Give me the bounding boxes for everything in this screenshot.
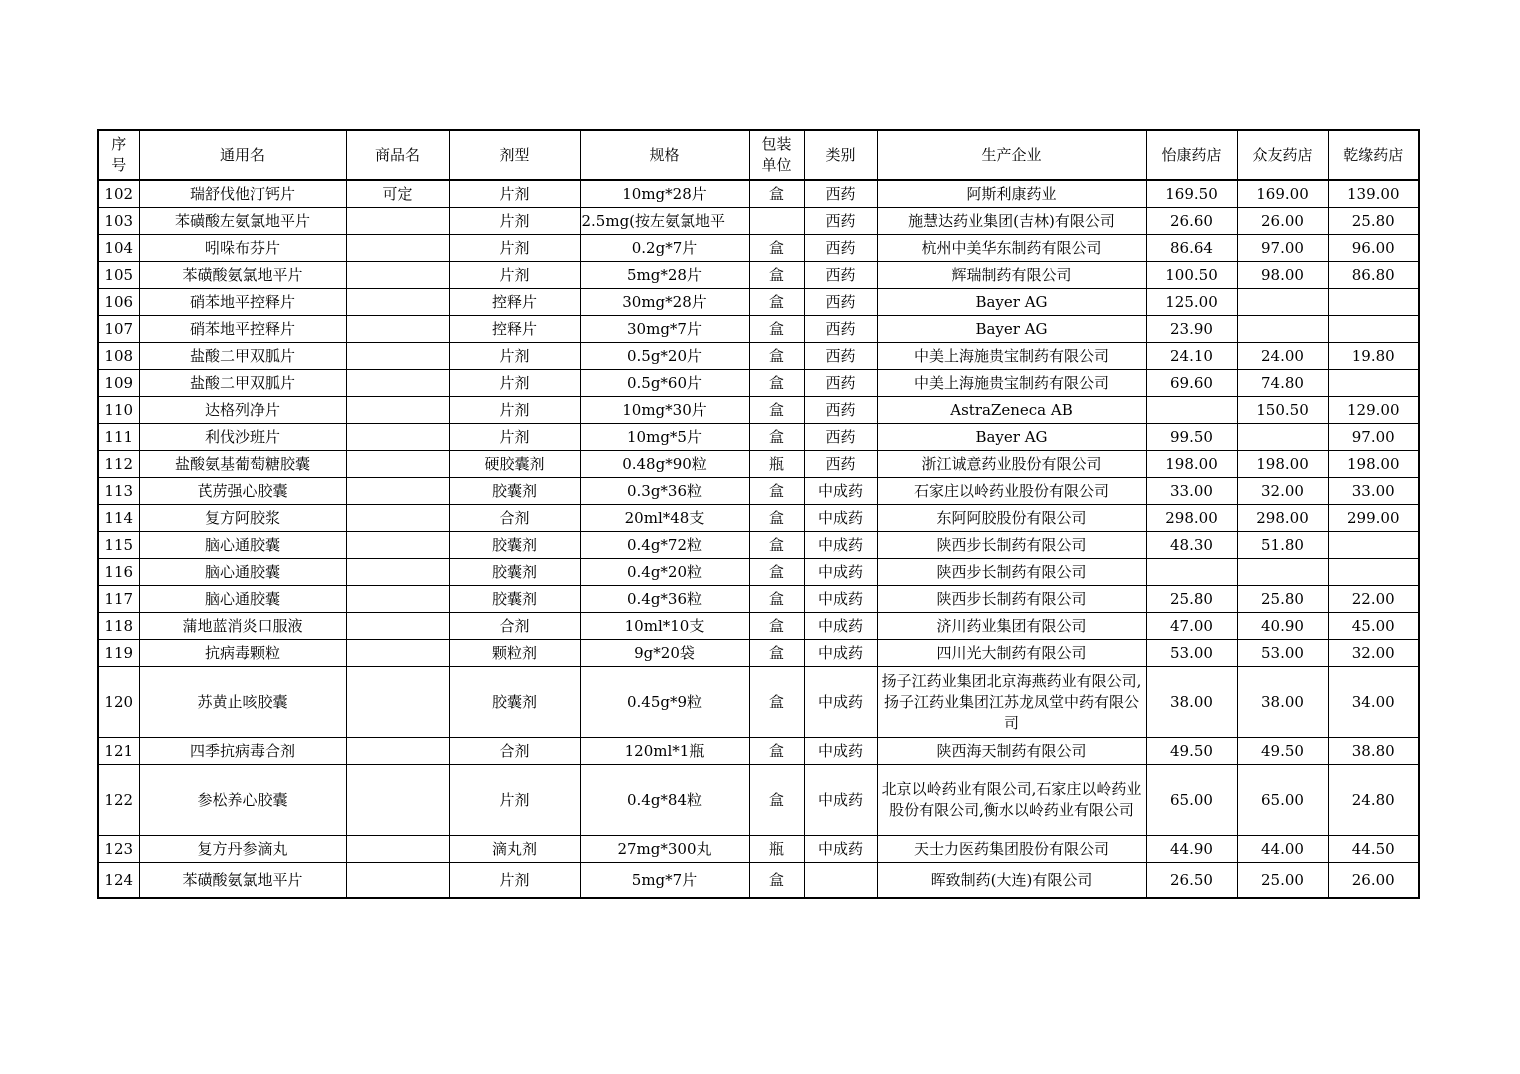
cell-spec: 20ml*48支 xyxy=(580,505,749,532)
cell-price-yikang: 24.10 xyxy=(1146,343,1237,370)
cell-brand-name xyxy=(346,343,449,370)
cell-category: 西药 xyxy=(804,397,877,424)
cell-pack-unit: 盒 xyxy=(749,289,804,316)
cell-price-zhongyou xyxy=(1237,289,1328,316)
cell-price-zhongyou: 32.00 xyxy=(1237,478,1328,505)
cell-manufacturer: 陕西海天制药有限公司 xyxy=(877,738,1146,765)
cell-spec: 120ml*1瓶 xyxy=(580,738,749,765)
cell-dosage-form: 合剂 xyxy=(449,738,580,765)
cell-seq: 114 xyxy=(98,505,139,532)
table-row xyxy=(98,424,1419,451)
cell-seq: 107 xyxy=(98,316,139,343)
cell-brand-name xyxy=(346,289,449,316)
cell-generic-name: 利伐沙班片 xyxy=(139,424,346,451)
cell-seq: 112 xyxy=(98,451,139,478)
cell-spec: 0.48g*90粒 xyxy=(580,451,749,478)
cell-dosage-form: 胶囊剂 xyxy=(449,532,580,559)
cell-spec: 0.4g*36粒 xyxy=(580,586,749,613)
cell-generic-name: 脑心通胶囊 xyxy=(139,532,346,559)
cell-seq: 106 xyxy=(98,289,139,316)
cell-price-qianyuan: 299.00 xyxy=(1328,505,1419,532)
cell-price-zhongyou: 49.50 xyxy=(1237,738,1328,765)
cell-category: 西药 xyxy=(804,262,877,289)
cell-category: 中成药 xyxy=(804,738,877,765)
cell-spec: 0.4g*84粒 xyxy=(580,765,749,836)
cell-brand-name xyxy=(346,613,449,640)
cell-manufacturer: 辉瑞制药有限公司 xyxy=(877,262,1146,289)
cell-dosage-form: 合剂 xyxy=(449,505,580,532)
cell-seq: 117 xyxy=(98,586,139,613)
cell-generic-name: 芪苈强心胶囊 xyxy=(139,478,346,505)
cell-dosage-form: 片剂 xyxy=(449,863,580,899)
cell-brand-name xyxy=(346,765,449,836)
cell-seq: 124 xyxy=(98,863,139,899)
cell-price-yikang: 298.00 xyxy=(1146,505,1237,532)
cell-category: 西药 xyxy=(804,235,877,262)
cell-pack-unit: 盒 xyxy=(749,863,804,899)
cell-price-zhongyou: 74.80 xyxy=(1237,370,1328,397)
cell-seq: 111 xyxy=(98,424,139,451)
cell-generic-name: 硝苯地平控释片 xyxy=(139,316,346,343)
cell-spec: 0.5g*60片 xyxy=(580,370,749,397)
cell-spec: 30mg*28片 xyxy=(580,289,749,316)
cell-price-zhongyou: 53.00 xyxy=(1237,640,1328,667)
cell-price-yikang: 44.90 xyxy=(1146,836,1237,863)
table-row xyxy=(98,397,1419,424)
cell-seq: 121 xyxy=(98,738,139,765)
cell-category: 中成药 xyxy=(804,586,877,613)
table-row xyxy=(98,289,1419,316)
cell-price-zhongyou: 38.00 xyxy=(1237,667,1328,738)
cell-pack-unit: 盒 xyxy=(749,343,804,370)
cell-manufacturer: 四川光大制药有限公司 xyxy=(877,640,1146,667)
cell-seq: 103 xyxy=(98,208,139,235)
cell-category: 中成药 xyxy=(804,532,877,559)
header-brand-name: 商品名 xyxy=(346,130,449,180)
cell-category: 西药 xyxy=(804,316,877,343)
cell-pack-unit: 盒 xyxy=(749,397,804,424)
cell-spec: 10mg*30片 xyxy=(580,397,749,424)
cell-spec: 10mg*5片 xyxy=(580,424,749,451)
cell-generic-name: 苯磺酸氨氯地平片 xyxy=(139,262,346,289)
cell-price-qianyuan: 139.00 xyxy=(1328,180,1419,208)
table-row xyxy=(98,586,1419,613)
cell-price-qianyuan xyxy=(1328,289,1419,316)
cell-generic-name: 吲哚布芬片 xyxy=(139,235,346,262)
cell-spec: 30mg*7片 xyxy=(580,316,749,343)
cell-price-qianyuan: 96.00 xyxy=(1328,235,1419,262)
cell-manufacturer: 中美上海施贵宝制药有限公司 xyxy=(877,370,1146,397)
cell-price-yikang: 33.00 xyxy=(1146,478,1237,505)
cell-generic-name: 抗病毒颗粒 xyxy=(139,640,346,667)
cell-generic-name: 复方阿胶浆 xyxy=(139,505,346,532)
cell-pack-unit: 盒 xyxy=(749,667,804,738)
cell-brand-name xyxy=(346,451,449,478)
table-body xyxy=(98,180,1419,898)
cell-manufacturer: 陕西步长制药有限公司 xyxy=(877,532,1146,559)
cell-price-zhongyou: 298.00 xyxy=(1237,505,1328,532)
drug-price-table xyxy=(97,129,1420,899)
cell-price-zhongyou xyxy=(1237,424,1328,451)
cell-brand-name xyxy=(346,208,449,235)
cell-spec: 0.5g*20片 xyxy=(580,343,749,370)
cell-pack-unit: 盒 xyxy=(749,559,804,586)
cell-generic-name: 四季抗病毒合剂 xyxy=(139,738,346,765)
cell-spec: 10ml*10支 xyxy=(580,613,749,640)
cell-seq: 104 xyxy=(98,235,139,262)
cell-price-zhongyou: 97.00 xyxy=(1237,235,1328,262)
cell-dosage-form: 胶囊剂 xyxy=(449,559,580,586)
table-row xyxy=(98,370,1419,397)
cell-seq: 102 xyxy=(98,180,139,208)
header-store-yikang: 怡康药店 xyxy=(1146,130,1237,180)
cell-category: 西药 xyxy=(804,289,877,316)
table-row xyxy=(98,343,1419,370)
cell-dosage-form: 胶囊剂 xyxy=(449,478,580,505)
cell-price-qianyuan: 129.00 xyxy=(1328,397,1419,424)
table-row xyxy=(98,505,1419,532)
cell-price-yikang: 48.30 xyxy=(1146,532,1237,559)
cell-manufacturer: 石家庄以岭药业股份有限公司 xyxy=(877,478,1146,505)
cell-price-yikang: 100.50 xyxy=(1146,262,1237,289)
cell-generic-name: 达格列净片 xyxy=(139,397,346,424)
cell-seq: 123 xyxy=(98,836,139,863)
table-row xyxy=(98,235,1419,262)
cell-pack-unit: 盒 xyxy=(749,370,804,397)
cell-price-qianyuan: 24.80 xyxy=(1328,765,1419,836)
cell-pack-unit: 瓶 xyxy=(749,836,804,863)
table-row xyxy=(98,478,1419,505)
cell-price-qianyuan: 45.00 xyxy=(1328,613,1419,640)
cell-spec: 10mg*28片 xyxy=(580,180,749,208)
cell-generic-name: 苏黄止咳胶囊 xyxy=(139,667,346,738)
cell-dosage-form: 胶囊剂 xyxy=(449,586,580,613)
cell-dosage-form: 颗粒剂 xyxy=(449,640,580,667)
cell-generic-name: 瑞舒伐他汀钙片 xyxy=(139,180,346,208)
cell-price-zhongyou: 40.90 xyxy=(1237,613,1328,640)
table-row xyxy=(98,316,1419,343)
cell-dosage-form: 片剂 xyxy=(449,262,580,289)
cell-spec: 0.4g*72粒 xyxy=(580,532,749,559)
cell-manufacturer: 中美上海施贵宝制药有限公司 xyxy=(877,343,1146,370)
cell-price-qianyuan: 25.80 xyxy=(1328,208,1419,235)
cell-price-zhongyou: 98.00 xyxy=(1237,262,1328,289)
header-category: 类别 xyxy=(804,130,877,180)
cell-generic-name: 盐酸二甲双胍片 xyxy=(139,370,346,397)
cell-category: 西药 xyxy=(804,343,877,370)
cell-price-yikang xyxy=(1146,559,1237,586)
cell-price-qianyuan: 19.80 xyxy=(1328,343,1419,370)
table-row xyxy=(98,180,1419,208)
cell-dosage-form: 硬胶囊剂 xyxy=(449,451,580,478)
cell-price-zhongyou: 25.80 xyxy=(1237,586,1328,613)
cell-price-yikang: 25.80 xyxy=(1146,586,1237,613)
cell-price-yikang: 198.00 xyxy=(1146,451,1237,478)
cell-price-zhongyou: 24.00 xyxy=(1237,343,1328,370)
cell-brand-name xyxy=(346,863,449,899)
cell-category: 中成药 xyxy=(804,478,877,505)
cell-brand-name xyxy=(346,667,449,738)
cell-price-zhongyou xyxy=(1237,559,1328,586)
cell-price-qianyuan: 44.50 xyxy=(1328,836,1419,863)
header-manufacturer: 生产企业 xyxy=(877,130,1146,180)
cell-brand-name xyxy=(346,559,449,586)
cell-price-yikang: 69.60 xyxy=(1146,370,1237,397)
cell-pack-unit: 盒 xyxy=(749,532,804,559)
cell-brand-name xyxy=(346,505,449,532)
table-row xyxy=(98,836,1419,863)
header-pack-unit: 包装 单位 xyxy=(749,130,804,180)
cell-price-qianyuan xyxy=(1328,370,1419,397)
cell-brand-name xyxy=(346,478,449,505)
cell-brand-name xyxy=(346,397,449,424)
cell-generic-name: 苯磺酸氨氯地平片 xyxy=(139,863,346,899)
cell-dosage-form: 片剂 xyxy=(449,765,580,836)
cell-pack-unit: 盒 xyxy=(749,180,804,208)
cell-category: 西药 xyxy=(804,451,877,478)
cell-pack-unit: 盒 xyxy=(749,424,804,451)
cell-manufacturer: 施慧达药业集团(吉林)有限公司 xyxy=(877,208,1146,235)
cell-category: 中成药 xyxy=(804,559,877,586)
cell-brand-name xyxy=(346,262,449,289)
cell-manufacturer: 东阿阿胶股份有限公司 xyxy=(877,505,1146,532)
cell-spec: 0.2g*7片 xyxy=(580,235,749,262)
cell-dosage-form: 控释片 xyxy=(449,289,580,316)
cell-manufacturer: Bayer AG xyxy=(877,289,1146,316)
cell-brand-name: 可定 xyxy=(346,180,449,208)
cell-dosage-form: 胶囊剂 xyxy=(449,667,580,738)
cell-price-qianyuan: 34.00 xyxy=(1328,667,1419,738)
cell-spec: 9g*20袋 xyxy=(580,640,749,667)
cell-brand-name xyxy=(346,316,449,343)
cell-price-zhongyou: 198.00 xyxy=(1237,451,1328,478)
cell-dosage-form: 片剂 xyxy=(449,343,580,370)
cell-seq: 120 xyxy=(98,667,139,738)
cell-pack-unit: 盒 xyxy=(749,478,804,505)
cell-dosage-form: 合剂 xyxy=(449,613,580,640)
cell-category xyxy=(804,863,877,899)
cell-pack-unit: 盒 xyxy=(749,235,804,262)
cell-dosage-form: 片剂 xyxy=(449,235,580,262)
cell-price-qianyuan: 26.00 xyxy=(1328,863,1419,899)
cell-manufacturer: 阿斯利康药业 xyxy=(877,180,1146,208)
cell-category: 西药 xyxy=(804,180,877,208)
cell-manufacturer: 浙江诚意药业股份有限公司 xyxy=(877,451,1146,478)
cell-manufacturer: AstraZeneca AB xyxy=(877,397,1146,424)
cell-seq: 110 xyxy=(98,397,139,424)
cell-manufacturer: 北京以岭药业有限公司,石家庄以岭药业股份有限公司,衡水以岭药业有限公司 xyxy=(877,765,1146,836)
table-row xyxy=(98,863,1419,899)
cell-price-zhongyou: 150.50 xyxy=(1237,397,1328,424)
header-row xyxy=(98,130,1419,180)
cell-manufacturer: 济川药业集团有限公司 xyxy=(877,613,1146,640)
cell-seq: 122 xyxy=(98,765,139,836)
cell-dosage-form: 片剂 xyxy=(449,424,580,451)
header-generic-name: 通用名 xyxy=(139,130,346,180)
cell-manufacturer: 陕西步长制药有限公司 xyxy=(877,559,1146,586)
header-store-zhongyou: 众友药店 xyxy=(1237,130,1328,180)
cell-manufacturer: Bayer AG xyxy=(877,316,1146,343)
cell-pack-unit: 盒 xyxy=(749,505,804,532)
cell-spec: 0.4g*20粒 xyxy=(580,559,749,586)
cell-spec: 5mg*28片 xyxy=(580,262,749,289)
cell-manufacturer: 扬子江药业集团北京海燕药业有限公司,扬子江药业集团江苏龙凤堂中药有限公司 xyxy=(877,667,1146,738)
cell-price-zhongyou xyxy=(1237,316,1328,343)
table-row xyxy=(98,667,1419,738)
cell-pack-unit: 盒 xyxy=(749,586,804,613)
cell-brand-name xyxy=(346,235,449,262)
cell-brand-name xyxy=(346,586,449,613)
cell-generic-name: 蒲地蓝消炎口服液 xyxy=(139,613,346,640)
cell-price-zhongyou: 51.80 xyxy=(1237,532,1328,559)
cell-price-qianyuan xyxy=(1328,559,1419,586)
table-row xyxy=(98,532,1419,559)
cell-seq: 108 xyxy=(98,343,139,370)
cell-generic-name: 盐酸氨基葡萄糖胶囊 xyxy=(139,451,346,478)
cell-dosage-form: 滴丸剂 xyxy=(449,836,580,863)
cell-dosage-form: 片剂 xyxy=(449,397,580,424)
cell-seq: 118 xyxy=(98,613,139,640)
cell-pack-unit: 盒 xyxy=(749,765,804,836)
cell-seq: 116 xyxy=(98,559,139,586)
table-row xyxy=(98,262,1419,289)
cell-seq: 113 xyxy=(98,478,139,505)
cell-price-yikang: 169.50 xyxy=(1146,180,1237,208)
cell-category: 中成药 xyxy=(804,613,877,640)
cell-pack-unit: 盒 xyxy=(749,640,804,667)
cell-price-yikang: 47.00 xyxy=(1146,613,1237,640)
cell-brand-name xyxy=(346,836,449,863)
cell-price-yikang: 65.00 xyxy=(1146,765,1237,836)
cell-category: 西药 xyxy=(804,424,877,451)
cell-price-qianyuan: 86.80 xyxy=(1328,262,1419,289)
cell-price-qianyuan xyxy=(1328,316,1419,343)
cell-price-yikang: 99.50 xyxy=(1146,424,1237,451)
cell-pack-unit: 瓶 xyxy=(749,451,804,478)
cell-price-qianyuan: 97.00 xyxy=(1328,424,1419,451)
header-spec: 规格 xyxy=(580,130,749,180)
table-row xyxy=(98,640,1419,667)
cell-price-zhongyou: 26.00 xyxy=(1237,208,1328,235)
cell-pack-unit: 盒 xyxy=(749,738,804,765)
cell-brand-name xyxy=(346,532,449,559)
cell-category: 中成药 xyxy=(804,667,877,738)
cell-generic-name: 脑心通胶囊 xyxy=(139,559,346,586)
table-row xyxy=(98,559,1419,586)
cell-generic-name: 苯磺酸左氨氯地平片 xyxy=(139,208,346,235)
cell-generic-name: 脑心通胶囊 xyxy=(139,586,346,613)
cell-price-qianyuan: 198.00 xyxy=(1328,451,1419,478)
cell-price-qianyuan: 22.00 xyxy=(1328,586,1419,613)
cell-pack-unit xyxy=(749,208,804,235)
cell-dosage-form: 片剂 xyxy=(449,370,580,397)
cell-price-zhongyou: 25.00 xyxy=(1237,863,1328,899)
cell-seq: 105 xyxy=(98,262,139,289)
cell-price-qianyuan xyxy=(1328,532,1419,559)
cell-dosage-form: 片剂 xyxy=(449,208,580,235)
cell-brand-name xyxy=(346,738,449,765)
cell-price-qianyuan: 32.00 xyxy=(1328,640,1419,667)
cell-seq: 109 xyxy=(98,370,139,397)
cell-spec: 0.3g*36粒 xyxy=(580,478,749,505)
cell-category: 西药 xyxy=(804,208,877,235)
cell-price-yikang: 86.64 xyxy=(1146,235,1237,262)
header-dosage-form: 剂型 xyxy=(449,130,580,180)
cell-seq: 115 xyxy=(98,532,139,559)
cell-seq: 119 xyxy=(98,640,139,667)
cell-price-zhongyou: 169.00 xyxy=(1237,180,1328,208)
cell-spec: 5mg*7片 xyxy=(580,863,749,899)
cell-spec: 27mg*300丸 xyxy=(580,836,749,863)
cell-dosage-form: 片剂 xyxy=(449,180,580,208)
cell-generic-name: 参松养心胶囊 xyxy=(139,765,346,836)
cell-generic-name: 复方丹参滴丸 xyxy=(139,836,346,863)
cell-pack-unit: 盒 xyxy=(749,262,804,289)
table-row xyxy=(98,738,1419,765)
cell-price-yikang: 49.50 xyxy=(1146,738,1237,765)
cell-price-yikang: 26.60 xyxy=(1146,208,1237,235)
cell-price-yikang: 53.00 xyxy=(1146,640,1237,667)
cell-manufacturer: 晖致制药(大连)有限公司 xyxy=(877,863,1146,899)
cell-category: 中成药 xyxy=(804,836,877,863)
cell-brand-name xyxy=(346,424,449,451)
cell-price-yikang: 23.90 xyxy=(1146,316,1237,343)
cell-price-yikang xyxy=(1146,397,1237,424)
header-seq: 序 号 xyxy=(98,130,139,180)
cell-generic-name: 盐酸二甲双胍片 xyxy=(139,343,346,370)
cell-category: 中成药 xyxy=(804,765,877,836)
cell-dosage-form: 控释片 xyxy=(449,316,580,343)
cell-manufacturer: Bayer AG xyxy=(877,424,1146,451)
cell-pack-unit: 盒 xyxy=(749,613,804,640)
cell-manufacturer: 陕西步长制药有限公司 xyxy=(877,586,1146,613)
cell-spec: 0.45g*9粒 xyxy=(580,667,749,738)
table-row xyxy=(98,613,1419,640)
cell-brand-name xyxy=(346,640,449,667)
cell-price-qianyuan: 38.80 xyxy=(1328,738,1419,765)
cell-generic-name: 硝苯地平控释片 xyxy=(139,289,346,316)
cell-category: 西药 xyxy=(804,370,877,397)
cell-category: 中成药 xyxy=(804,505,877,532)
cell-category: 中成药 xyxy=(804,640,877,667)
table-row xyxy=(98,765,1419,836)
cell-spec: 2.5mg(按左氨氯地平 xyxy=(580,208,749,235)
cell-price-yikang: 26.50 xyxy=(1146,863,1237,899)
cell-price-qianyuan: 33.00 xyxy=(1328,478,1419,505)
table-row xyxy=(98,451,1419,478)
cell-price-yikang: 125.00 xyxy=(1146,289,1237,316)
table-row xyxy=(98,208,1419,235)
cell-price-zhongyou: 65.00 xyxy=(1237,765,1328,836)
header-store-qianyuan: 乾缘药店 xyxy=(1328,130,1419,180)
cell-manufacturer: 天士力医药集团股份有限公司 xyxy=(877,836,1146,863)
cell-brand-name xyxy=(346,370,449,397)
cell-price-zhongyou: 44.00 xyxy=(1237,836,1328,863)
cell-manufacturer: 杭州中美华东制药有限公司 xyxy=(877,235,1146,262)
cell-pack-unit: 盒 xyxy=(749,316,804,343)
cell-price-yikang: 38.00 xyxy=(1146,667,1237,738)
